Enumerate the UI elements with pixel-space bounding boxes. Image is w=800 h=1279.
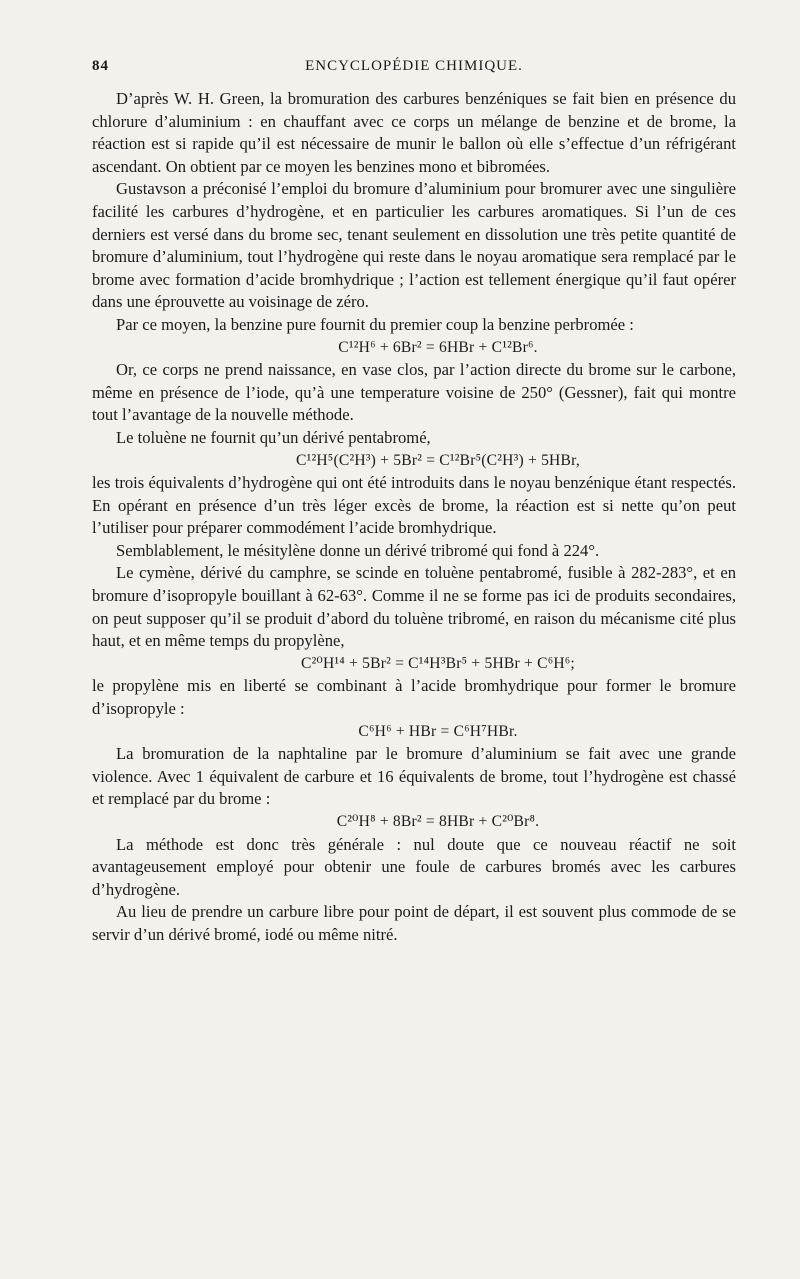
paragraph-cymene: Le cymène, dérivé du camphre, se scinde en toluène pentabromé, fusible à 282-283°, et en bromure d’isopropyle bouillant à 62-63°. Comme il ne se forme pas ici de produits secondaires, on peut supposer qu’il se produit d’abord du toluène tribromé, en raison du mécanisme cité plus haut, et en même temps du propylène, [92,563,736,651]
formula-benzine [92,337,736,360]
paragraph-naphtaline: La bromuration de la naphtaline par le bromure d’aluminium se fait avec une grande violence. Avec 1 équivalent de carbure et 16 équivalents de brome, tout l’hydrogène est chassé et remplacé par du brome : [92,744,736,809]
formula-text: C¹²H⁶ + 6Br² = 6HBr + C¹²Br⁶. [338,338,538,356]
formula-naphtaline [92,811,736,834]
paragraph-green: D’après W. H. Green, la bromuration des carbures benzéniques se fait bien en présence du chlorure d’aluminium : en chauffant avec ce corps un mélange de benzine et de brome, la réaction est si rapide qu’il est nécessaire de munir le ballon où elle s’effectue d’un réfrigérant ascendant. On obtient par ce moyen les benzines mono et bibromées. [92,89,736,176]
paragraph-mesitylene: Semblablement, le mésitylène donne un dérivé tribromé qui fond à 224°. [116,540,600,560]
paragraph-propylene: le propylène mis en liberté se combinant à l’acide bromhydrique pour former le bromure d’isopropyle : [92,676,736,719]
paragraph-gustavson: Gustavson a préconisé l’emploi du bromure d’aluminium pour bromurer avec une singulière facilité les carbures d’hydrogène, et en particulier les carbures aromatiques. Si l’un de ces derniers est versé dans du brome sec, tenant seulement en dissolution une très petite quantité de bromure d’aluminium, tout l’hydrogène qui reste dans le noyau aromatique sera remplacé par le brome avec formation d’acide bromhydrique ; l’action est tellement énergique qu’il faut opérer dans une éprouvette au voisinage de zéro. [92,179,736,312]
formula-toluene [92,450,736,473]
formula-text: C²⁰H¹⁴ + 5Br² = C¹⁴H³Br⁵ + 5HBr + C⁶H⁶; [301,654,575,672]
formula-cymene [92,653,736,676]
running-head [92,58,736,80]
paragraph-trois-equivalents: les trois équivalents d’hydrogène qui ont été introduits dans le noyau benzénique étant respectés. En opérant en présence d’un très léger excès de brome, la réaction est si nette qu’on peut l’utiliser pour préparer commodément l’acide bromhydrique. [92,473,736,538]
formula-propylene [92,721,736,744]
running-title: ENCYCLOPÉDIE CHIMIQUE. [305,58,523,74]
page-number: 84 [92,58,109,74]
formula-text: C²⁰H⁸ + 8Br² = 8HBr + C²⁰Br⁸. [336,813,540,830]
paragraph-derive-brome: Au lieu de prendre un carbure libre pour point de départ, il est souvent plus commode de se servir d’un dérivé bromé, iodé ou même nitré. [92,902,736,944]
paragraph-toluene: Le toluène ne fournit qu’un dérivé pentabromé, [116,427,431,447]
paragraph-gessner: Or, ce corps ne prend naissance, en vase clos, par l’action directe du brome sur le carbone, même en présence de l’iode, qu’à une temperature voisine de 250° (Gessner), fait qui montre tout l’avantage de la nouvelle méthode. [92,360,736,425]
paragraph-methode-generale: La méthode est donc très générale : nul doute que ce nouveau réactif ne soit avantageusement employé pour obtenir une foule de carbures bromés avec les carbures d’hydrogène. [92,834,736,899]
formula-text: C⁶H⁶ + HBr = C⁶H⁷HBr. [358,722,518,740]
paragraph-benzine-perbromee: Par ce moyen, la benzine pure fournit du premier coup la benzine perbromée : [116,314,634,334]
formula-text: C¹²H⁵(C²H³) + 5Br² = C¹²Br⁵(C²H³) + 5HBr, [296,451,580,469]
body-text [92,88,736,947]
